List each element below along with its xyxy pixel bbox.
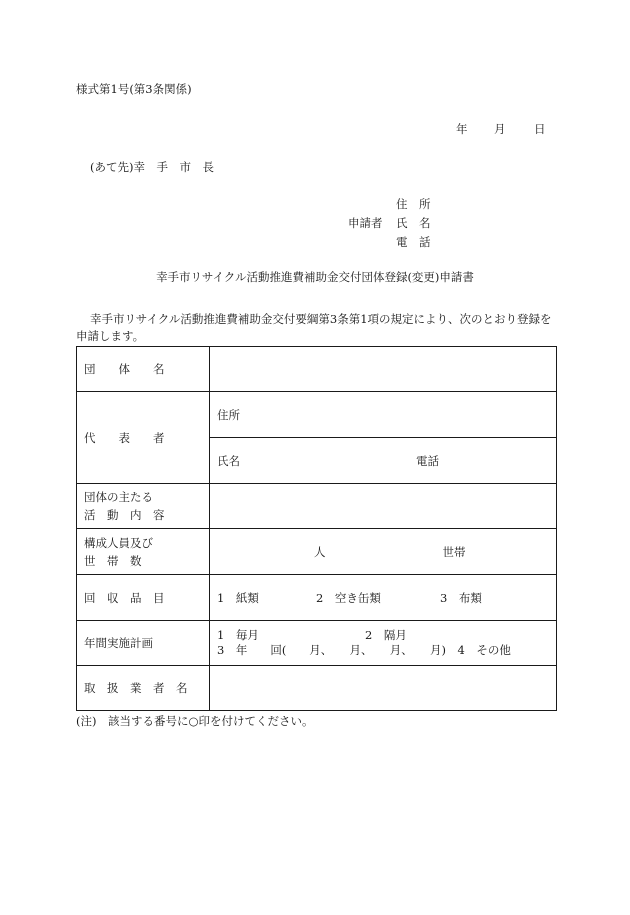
households-unit: 世帯 bbox=[442, 544, 466, 559]
label-collected-items: 回 収 品 目 bbox=[77, 575, 210, 621]
row-activity bbox=[77, 484, 557, 529]
label-annual-plan: 年間実施計画 bbox=[77, 621, 210, 666]
input-collected-items[interactable] bbox=[210, 575, 557, 621]
row-group-name bbox=[77, 347, 557, 392]
label-group-name: 団 体 名 bbox=[77, 347, 210, 392]
row-annual-plan bbox=[77, 621, 557, 666]
applicant-phone-label: 電 話 bbox=[396, 235, 431, 249]
label-representative: 代 表 者 bbox=[77, 392, 210, 484]
rep-address-label: 住所 bbox=[217, 407, 240, 422]
members-unit: 人 bbox=[314, 544, 326, 559]
footnote: (注) 該当する番号に○印を付けてください。 bbox=[76, 714, 314, 728]
rep-name-label: 氏名 bbox=[217, 453, 240, 468]
input-rep-name[interactable] bbox=[210, 438, 557, 484]
plan-bimonthly[interactable]: 2 隔月 bbox=[365, 628, 407, 642]
registration-table bbox=[76, 346, 557, 711]
input-activity[interactable] bbox=[210, 484, 557, 529]
date-year: 年 bbox=[456, 122, 468, 136]
plan-yearly[interactable]: 3 年 回( 月、 月、 月、 月) bbox=[217, 643, 447, 657]
input-handler[interactable] bbox=[210, 666, 557, 711]
members-line1: 構成人員及び bbox=[84, 535, 153, 550]
label-handler: 取 扱 業 者 名 bbox=[77, 666, 210, 711]
item-cans[interactable]: 2 空き缶類 bbox=[316, 590, 381, 605]
row-handler bbox=[77, 666, 557, 711]
body-text bbox=[76, 311, 558, 345]
applicant-role: 申請者 bbox=[348, 216, 383, 230]
item-cloth[interactable]: 3 布類 bbox=[440, 590, 482, 605]
date-day: 日 bbox=[534, 122, 546, 136]
label-activity bbox=[77, 484, 210, 529]
applicant-block bbox=[348, 199, 431, 256]
date-line bbox=[456, 124, 546, 136]
plan-monthly[interactable]: 1 毎月 bbox=[217, 628, 259, 642]
body-paragraph: 幸手市リサイクル活動推進費補助金交付要綱第3条第1項の規定により、次のとおり登録を申請します。 bbox=[76, 312, 552, 343]
date-month: 月 bbox=[494, 122, 506, 136]
label-members bbox=[77, 529, 210, 575]
plan-other[interactable]: 4 その他 bbox=[457, 643, 511, 657]
activity-line1: 団体の主たる bbox=[84, 490, 153, 504]
form-number: 様式第1号(第3条関係) bbox=[76, 82, 192, 96]
row-collected-items bbox=[77, 575, 557, 621]
document-title: 幸手市リサイクル活動推進費補助金交付団体登録(変更)申請書 bbox=[156, 270, 474, 284]
members-line2: 世 帯 数 bbox=[84, 553, 142, 568]
applicant-name-label: 氏 名 bbox=[396, 216, 431, 230]
input-group-name[interactable] bbox=[210, 347, 557, 392]
row-representative-address bbox=[77, 392, 557, 438]
input-rep-address[interactable] bbox=[210, 392, 557, 438]
addressee: (あて先)幸 手 市 長 bbox=[90, 160, 214, 174]
item-paper[interactable]: 1 紙類 bbox=[217, 590, 259, 605]
rep-phone-label: 電話 bbox=[416, 453, 439, 468]
input-members[interactable] bbox=[210, 529, 557, 575]
input-annual-plan[interactable] bbox=[210, 621, 557, 666]
row-members bbox=[77, 529, 557, 575]
activity-line2: 活 動 内 容 bbox=[84, 508, 165, 522]
applicant-address-label: 住 所 bbox=[396, 197, 431, 211]
